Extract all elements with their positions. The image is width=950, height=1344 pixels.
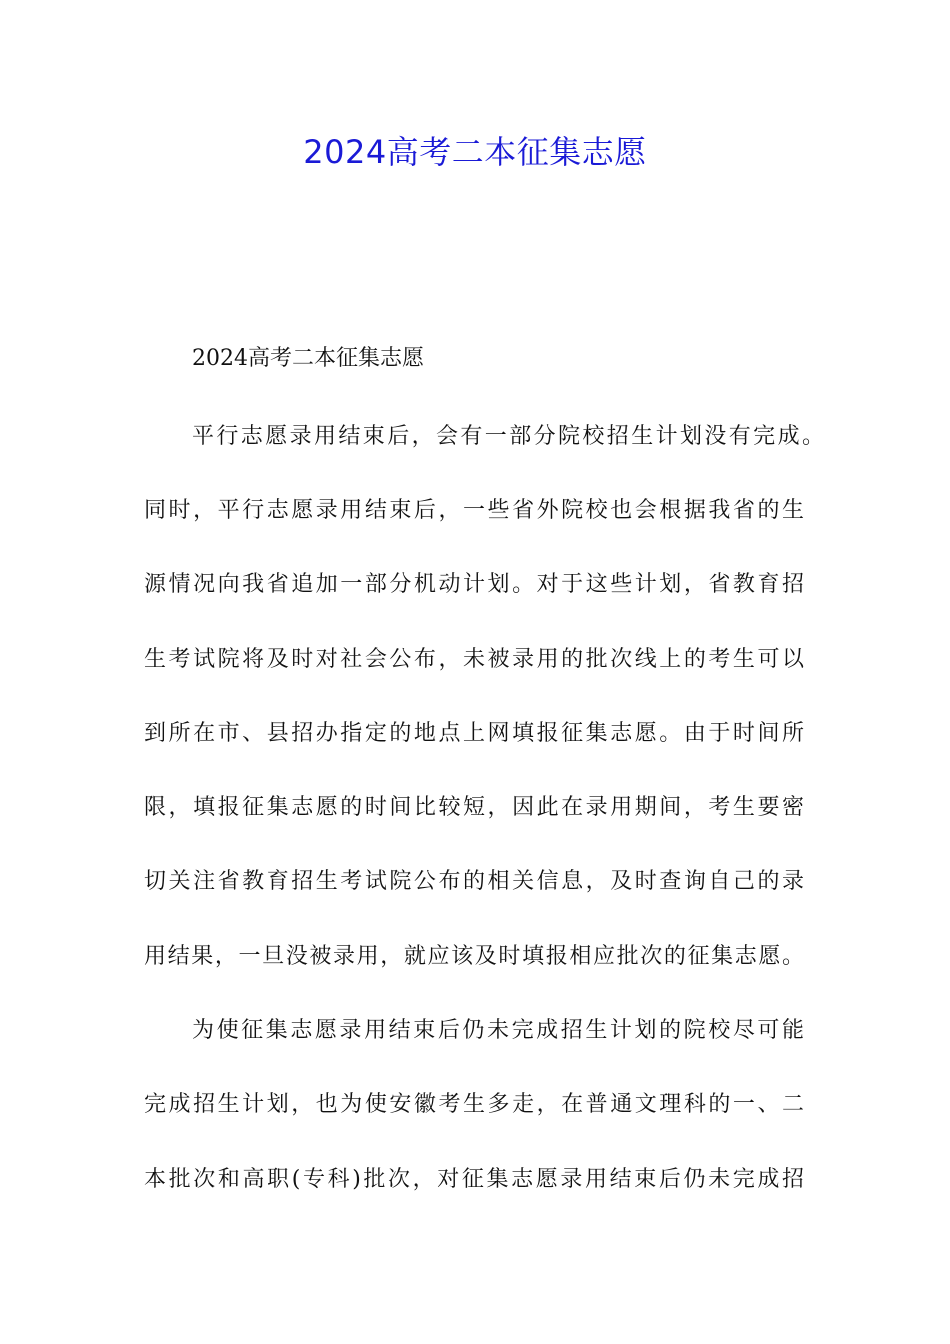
paragraph-line: 源情况向我省追加一部分机动计划。对于这些计划，省教育招 <box>144 572 804 597</box>
paragraph-line: 本批次和高职(专科)批次，对征集志愿录用结束后仍未完成招 <box>144 1167 804 1192</box>
paragraph-line: 切关注省教育招生考试院公布的相关信息，及时查询自己的录 <box>144 869 804 894</box>
paragraph-line: 完成招生计划，也为使安徽考生多走，在普通文理科的一、二 <box>144 1092 804 1117</box>
paragraph-line: 同时，平行志愿录用结束后，一些省外院校也会根据我省的生 <box>144 498 804 523</box>
body-subtitle: 2024高考二本征集志愿 <box>192 346 424 371</box>
page-title: 2024高考二本征集志愿 <box>303 133 647 171</box>
paragraph-line: 限，填报征集志愿的时间比较短，因此在录用期间，考生要密 <box>144 795 804 820</box>
paragraph-line: 到所在市、县招办指定的地点上网填报征集志愿。由于时间所 <box>144 721 804 746</box>
paragraph-line: 生考试院将及时对社会公布，未被录用的批次线上的考生可以 <box>144 647 804 672</box>
paragraph-line: 用结果，一旦没被录用，就应该及时填报相应批次的征集志愿。 <box>144 944 804 969</box>
paragraph-line: 平行志愿录用结束后，会有一部分院校招生计划没有完成。 <box>192 424 824 449</box>
paragraph-line: 为使征集志愿录用结束后仍未完成招生计划的院校尽可能 <box>192 1018 804 1043</box>
